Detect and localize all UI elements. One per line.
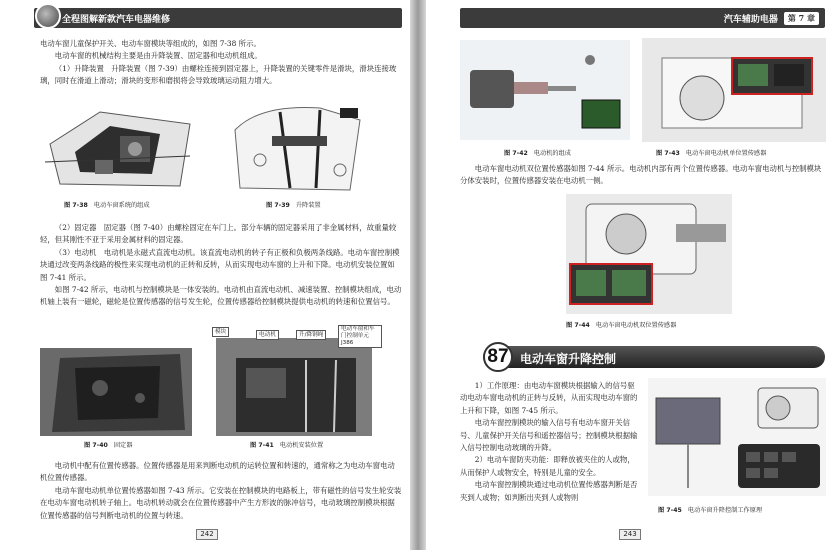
figure-7-42-caption: 图 7-42 电动机的组成 [504, 150, 571, 157]
paragraph: 电动车窗控制模块通过电动机位置传感器判断是否夹到人或物；如判断出夹到人或物则 [460, 480, 638, 502]
figure-7-40-caption: 图 7-40 固定器 [84, 442, 133, 449]
figure-7-40-image [40, 348, 192, 436]
figure-7-39-caption: 图 7-39 升降装置 [266, 202, 321, 209]
paragraph: 电动车窗儿童保护开关、电动车窗模块等组成的，如图 7-38 所示。 [40, 39, 261, 48]
paragraph: 电动车窗电动机单位置传感器如图 7-43 所示。它安装在控制模块的电路板上，带有磁性的信号发生轮安装在电动车窗电动机转子轴上。电动机转动就会在位置传感器中产生方形波的脉冲信号，电动玻璃控制模块根据位置传感器的信号判断电动机的位置与转速。 [40, 485, 402, 520]
paragraph: 电动车窗控制模块的输入信号有电动车窗开关信号、儿童保护开关信号和遥控器信号；控制模块根据输入信号控制电动玻璃的升降。 [460, 418, 638, 453]
right-header-title: 汽车辅助电器 [723, 14, 778, 25]
left-top-text [40, 38, 400, 88]
figure-7-39-image [220, 100, 372, 196]
left-bottom-text [40, 460, 402, 522]
figure-7-38-image [40, 104, 200, 196]
figure-7-41-label: 电动机 [256, 330, 279, 340]
section-title: 电动车窗升降控制 [520, 352, 617, 366]
chapter-badge: 第 7 章 [784, 12, 819, 25]
figure-7-44-image [566, 194, 732, 314]
figure-7-42-image [460, 40, 630, 140]
paragraph: 如图 7-42 所示，电动机与控制模块是一体安装的。电动机由直流电动机、减速装置、控制模块组成，电动机轴上装有一磁轮，磁轮是位置传感器的信号发生轮，位置传感器给控制模块提供电动机的转速和位置信号。 [40, 285, 402, 307]
figure-7-41-caption: 图 7-41 电动机安装位置 [250, 442, 324, 449]
page-number: 243 [619, 529, 641, 540]
left-header-bar [34, 8, 402, 28]
left-page [0, 0, 410, 550]
right-paragraph-1: 电动车窗电动机双位置传感器如图 7-44 所示。电动机内部有两个位置传感器。电动车窗电动机与控制模块分体安装时，位置传感器安装在电动机一侧。 [460, 164, 822, 186]
paragraph: （2）固定器 固定器（图 7-40）由螺栓固定在车门上。部分车辆的固定器采用了非金属材料，故重量较轻，但其刚性不亚于采用金属材料的固定器。 [40, 223, 397, 245]
figure-7-41-label: 电动车窗和车门控制单元J386 [338, 325, 382, 348]
paragraph: 电动机中配有位置传感器。位置传感器是用来判断电动机的运转位置和转速的，通常称之为电动车窗电动机位置传感器。 [40, 461, 395, 483]
left-mid-text [40, 222, 402, 309]
paragraph: （3）电动机 电动机是永磁式直流电动机。该直流电动机的转子有正极和负极两条线路。电动车窗控制模块通过改变两条线路的极性来实现电动机的正转和反转，从而实现电动车窗的上升和下降。电动机安装位置如图 7-41 所示。 [40, 247, 400, 282]
figure-7-44-caption: 图 7-44 电动车窗电动机双位置传感器 [566, 322, 677, 329]
car-logo-icon [35, 3, 61, 29]
figure-7-45-caption: 图 7-45 电动车窗升降控制工作原理 [658, 507, 763, 514]
book-gutter [410, 0, 426, 550]
right-page [426, 0, 837, 550]
figure-7-41-image [216, 338, 372, 436]
right-section-text [460, 380, 640, 504]
figure-7-43-image [642, 38, 826, 142]
figure-7-41-label: 升/降钢绳 [296, 330, 326, 340]
paragraph: 电动车窗的机械结构主要是由升降装置、固定器和电动机组成。 [54, 51, 262, 61]
figure-7-41-label: 模块 [212, 327, 229, 337]
right-header-bar [460, 8, 825, 28]
section-number: 87 [483, 342, 513, 372]
paragraph: 1）工作原理：由电动车窗模块根据输入的信号驱动电动车窗电动机的正转与反转，从而实现电动车窗的上升和下降，如图 7-45 所示。 [460, 381, 638, 415]
figure-7-45-image [648, 378, 826, 496]
figure-7-43-caption: 图 7-43 电动车窗电动机单位置传感器 [656, 150, 767, 157]
paragraph: 2）电动车窗防夹功能：即释放被夹住的人或物，从而保护人或物安全，特别是儿童的安全。 [460, 455, 635, 477]
figure-7-38-caption: 图 7-38 电动车窗系统的组成 [64, 202, 150, 209]
page-number: 242 [196, 529, 218, 540]
paragraph: （1）升降装置 升降装置（图 7-39）由螺栓连接到固定器上，升降装置的关键零件是滑块，滑块连接玻璃，同时在滑道上滑动；滑块的变形和磨损将会导致玻璃运动阻力增大。 [40, 63, 397, 86]
left-header-title: 全程图解新款汽车电器维修 [62, 14, 171, 25]
